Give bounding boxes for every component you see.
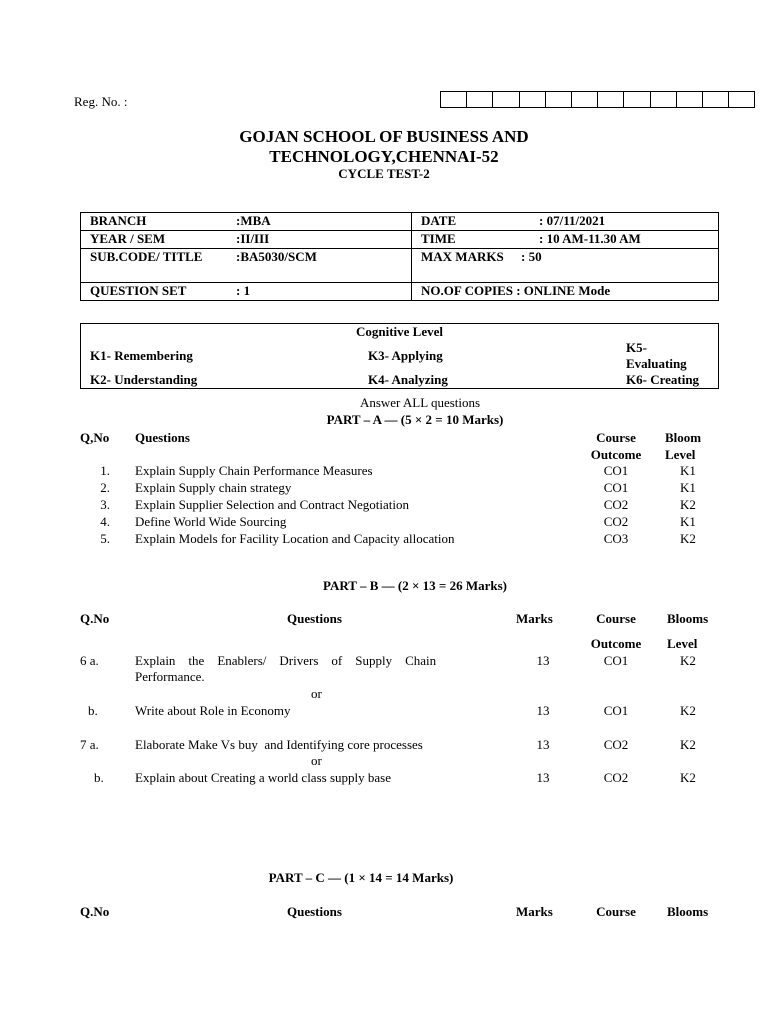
part-b-qno: 7 a. <box>80 737 99 752</box>
yearsem-value: :II/III <box>236 231 270 246</box>
part-b-header-outcome: Outcome <box>590 636 642 651</box>
reg-no-digit-box[interactable] <box>624 92 650 107</box>
part-b-course-outcome: CO2 <box>603 770 629 785</box>
part-a-qno: 2. <box>100 480 110 495</box>
part-b-header-level: Level <box>667 636 698 651</box>
part-a-bloom-level: K1 <box>680 463 696 478</box>
part-a-course-outcome: CO1 <box>603 463 629 478</box>
part-b-question: Explain about Creating a world class supply base <box>135 770 391 785</box>
part-b-question: Explain the Enablers/ Drivers of Supply Chain <box>135 653 437 668</box>
reg-no-digit-box[interactable] <box>729 92 754 107</box>
part-a-header-no: Q,No <box>80 430 110 445</box>
part-b-bloom-level: K2 <box>680 653 696 668</box>
part-a-bloom-level: K2 <box>680 497 696 512</box>
part-a-question: Explain Supply Chain Performance Measures <box>135 463 373 478</box>
part-c-header-blooms: Blooms <box>667 904 709 919</box>
exam-info-table <box>80 212 719 301</box>
part-b-qno: b. <box>94 770 104 785</box>
part-a-course-outcome: CO2 <box>603 497 629 512</box>
time-cell <box>412 231 719 249</box>
time-label: TIME <box>421 231 456 246</box>
or-separator: or <box>311 686 322 701</box>
part-a-title: PART – A — (5 × 2 = 10 Marks) <box>326 412 504 427</box>
copies-cell: NO.OF COPIES : ONLINE Mode <box>412 283 719 301</box>
part-b-qno: 6 a. <box>80 653 99 668</box>
time-value: : 10 AM-11.30 AM <box>539 231 641 246</box>
maxmarks-label: MAX MARKS <box>421 249 504 264</box>
part-a-header-questions: Questions <box>135 430 190 445</box>
part-b-question: Write about Role in Economy <box>135 703 291 718</box>
part-a-question: Explain Models for Facility Location and Capacity allocation <box>135 531 455 546</box>
reg-no-digit-box[interactable] <box>441 92 467 107</box>
part-a-question: Define World Wide Sourcing <box>135 514 287 529</box>
subcode-value: :BA5030/SCM <box>236 249 317 264</box>
yearsem-label: YEAR / SEM <box>90 231 166 246</box>
part-b-qno: b. <box>88 703 98 718</box>
part-a-qno: 4. <box>100 514 110 529</box>
school-name-line1: GOJAN SCHOOL OF BUSINESS AND <box>239 127 529 146</box>
part-b-header-questions: Questions <box>287 611 342 626</box>
part-a-qno: 1. <box>100 463 110 478</box>
branch-cell <box>81 213 412 231</box>
subcode-cell <box>81 249 412 283</box>
part-a-header-bloom: Bloom <box>665 430 702 445</box>
part-c-header-no: Q.No <box>80 904 110 919</box>
part-b-marks: 13 <box>536 737 550 752</box>
reg-no-label: Reg. No. : <box>74 94 128 109</box>
qset-value: : 1 <box>236 283 251 298</box>
part-b-bloom-level: K2 <box>680 737 696 752</box>
reg-no-boxes[interactable] <box>440 91 755 108</box>
part-c-header-course: Course <box>596 904 636 919</box>
answer-all-instruction: Answer ALL questions <box>359 395 481 410</box>
or-separator: or <box>311 753 322 768</box>
yearsem-cell <box>81 231 412 249</box>
part-b-bloom-level: K2 <box>680 703 696 718</box>
part-a-header-course: Course <box>596 430 636 445</box>
maxmarks-cell <box>412 249 719 283</box>
reg-no-digit-box[interactable] <box>651 92 677 107</box>
part-b-course-outcome: CO1 <box>603 703 629 718</box>
part-b-marks: 13 <box>536 770 550 785</box>
part-b-header-marks: Marks <box>516 611 553 626</box>
date-label: DATE <box>421 213 457 228</box>
date-cell <box>412 213 719 231</box>
part-b-header-blooms: Blooms <box>667 611 709 626</box>
k3-label: K3- Applying <box>368 348 443 363</box>
k1-label: K1- Remembering <box>90 348 193 363</box>
part-b-course-outcome: CO2 <box>603 737 629 752</box>
part-b-marks: 13 <box>536 703 550 718</box>
qset-cell <box>81 283 412 301</box>
part-a-course-outcome: CO1 <box>603 480 629 495</box>
part-a-qno: 3. <box>100 497 110 512</box>
k4-label: K4- Analyzing <box>368 372 448 387</box>
part-a-header-level: Level <box>665 447 696 462</box>
part-a-bloom-level: K1 <box>680 514 696 529</box>
part-a-course-outcome: CO3 <box>603 531 629 546</box>
school-name-line2: TECHNOLOGY,CHENNAI-52 <box>269 147 499 166</box>
part-a-question: Explain Supplier Selection and Contract Negotiation <box>135 497 410 512</box>
reg-no-digit-box[interactable] <box>467 92 493 107</box>
k5-label: K5- Evaluating <box>626 340 687 371</box>
part-a-qno: 5. <box>100 531 110 546</box>
date-value: : 07/11/2021 <box>539 213 606 228</box>
reg-no-digit-box[interactable] <box>677 92 703 107</box>
part-b-title: PART – B — (2 × 13 = 26 Marks) <box>323 578 507 593</box>
cognitive-level-table <box>80 323 719 389</box>
part-c-header-questions: Questions <box>287 904 342 919</box>
part-b-header-course: Course <box>596 611 636 626</box>
part-a-bloom-level: K1 <box>680 480 696 495</box>
k2-label: K2- Understanding <box>90 372 198 387</box>
reg-no-digit-box[interactable] <box>546 92 572 107</box>
part-a-course-outcome: CO2 <box>603 514 629 529</box>
part-b-header-no: Q.No <box>80 611 110 626</box>
reg-no-digit-box[interactable] <box>493 92 519 107</box>
reg-no-digit-box[interactable] <box>520 92 546 107</box>
part-b-question: Elaborate Make Vs buy and Identifying core processes <box>135 737 423 752</box>
part-b-course-outcome: CO1 <box>603 653 629 668</box>
maxmarks-value: : 50 <box>521 249 542 264</box>
test-name: CYCLE TEST-2 <box>338 166 430 181</box>
branch-value: :MBA <box>236 213 271 228</box>
reg-no-digit-box[interactable] <box>703 92 729 107</box>
part-b-question-cont: Performance. <box>135 669 205 684</box>
part-c-title: PART – C — (1 × 14 = 14 Marks) <box>268 870 454 885</box>
branch-label: BRANCH <box>90 213 147 228</box>
part-c-header-marks: Marks <box>516 904 553 919</box>
part-b-marks: 13 <box>536 653 550 668</box>
part-b-bloom-level: K2 <box>680 770 696 785</box>
reg-no-digit-box[interactable] <box>572 92 598 107</box>
subcode-label: SUB.CODE/ TITLE <box>90 249 203 264</box>
part-a-header-outcome: Outcome <box>590 447 642 462</box>
reg-no-digit-box[interactable] <box>598 92 624 107</box>
cognitive-title: Cognitive Level <box>355 324 443 339</box>
part-a-question: Explain Supply chain strategy <box>135 480 292 495</box>
k6-label: K6- Creating <box>626 372 700 387</box>
qset-label: QUESTION SET <box>90 283 187 298</box>
part-a-bloom-level: K2 <box>680 531 696 546</box>
